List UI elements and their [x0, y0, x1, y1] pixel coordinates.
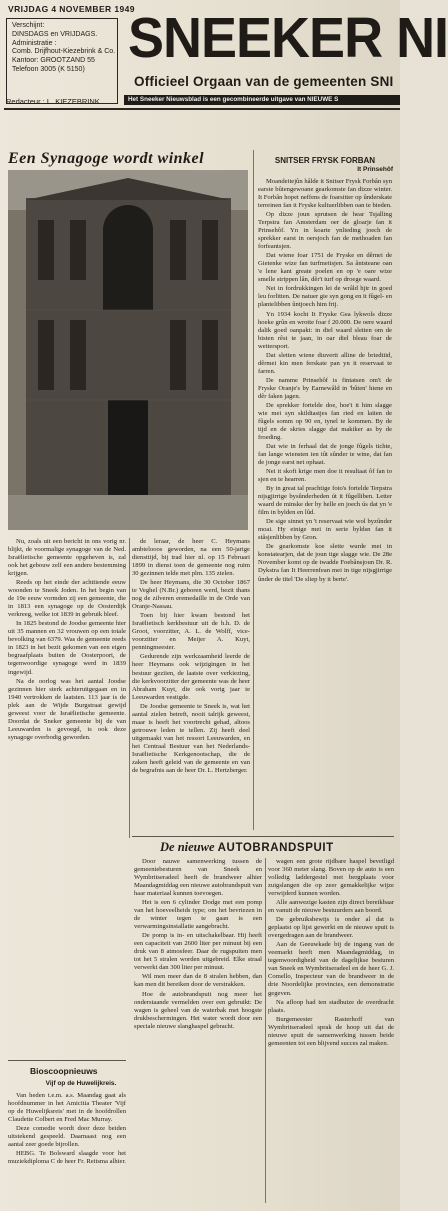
paragraph: Door nauwe samenwerking tussen de gemeentebesturen van Sneek en Wymbritseradeel heeft de brandweer alhier Maandagmiddag een nieuwe autobrandspuit van haar materiaal kunnen toevoegen.: [134, 858, 262, 898]
paragraph: De Joodse gemeente te Sneek is, wat het aantal zielen betreft, nooit talrijk geweest, maar is heeft het voortrecht gehad, altoos getrouwe leden te tellen. Zij heeft deel uitgemaakt van het ressort Leeuwarden, en het Centraal Bestuur van het Nederlands-Israëlietische Kerkgenootschap, die de zaken heeft geleid van de gemeente en van de begrafnis aan de heer Dr. L. Hertzberger.: [132, 702, 250, 774]
paragraph: Deze comedie wordt door deze beiden uitstekend gespeeld. Daarnaast nog een aantal zeer goede bijrollen.: [8, 1125, 126, 1149]
paragraph: Op dizze joun sprutsen de hear Tsjalling Terpstra fan Amsterdam oer de gloarje fan it Prinsehôf. Yn in koarte ynlieding joech de sprekker earst in oersjoch fan de methoaden fan forfeantsjen.: [258, 211, 392, 251]
paragraph: Dat wiene foar 1751 de Fryske en dêrnei de Gietenke wize fan turfmeitsjen. Sa ântsteane oan 'e lene kant greate poelen en op 'e oare wize smelle strippen lân, dêr't turf op droege waard.: [258, 252, 392, 284]
paragraph: In 1825 bestond de Joodse gemeente hier uit 35 mannen en 32 vrouwen op een totale bevolking van 6379. Was de gemeente reeds in 1823 in het bezit gekomen van een eigen begraafplaats buiten de Oosterpoort, de tegenwoordige synagoge werd in 1839 ingewijd.: [8, 620, 126, 676]
paragraph: De sige sinnet yn 't reservaat wie wol byzûnder moai. Hy einige mei in serie byldsn fan it stâsjenlibben by Gron.: [258, 518, 392, 542]
info-line: Verschijnt:: [12, 22, 45, 29]
column-rule: [129, 538, 130, 838]
paragraph: Na de oorlog was het aantal Joodse gezinnen hier sterk achteruitgegaan en in 1940 vertrokken de laatsten. 113 jaar is de plek aan de Wijde Burgstraat gewijd geweest voor de Israëlietische gemeente. Doordat de Sneker gemeente bij de van Leeuwarden is gevoegd, is ook deze synagoge overbodig geworden.: [8, 677, 126, 741]
masthead: SNEEKER NI: [128, 6, 448, 70]
issue-date: VRIJDAG 4 NOVEMBER 1949: [8, 4, 135, 14]
paragraph: De gebruiksbewijs is onder al dat is geplaatst op lijst gewerkt en de nieuwe spuit is overgedragen aan de brandweer.: [268, 916, 394, 940]
masthead-subtitle: Officieel Orgaan van de gemeenten SNI: [134, 74, 394, 89]
paragraph: Dat wie in ferhaal dat de jonge fûgels tichte, fan lange wiensten ien tût sûnder te wine, dat fan de jonge earst net ophaat.: [258, 443, 392, 467]
synagogue-column-2: [132, 538, 250, 833]
paragraph: Wil men meer dan de 8 stralen hebben, dan kan men dit bereiken door de verstrakken.: [134, 973, 262, 989]
column-rule: [253, 150, 254, 830]
section-rule: [132, 836, 394, 837]
paragraph: Nei in fordrukkingen lei de wrâld hjir in goed leu forlitten. De natuer gie syn gong en it fûgel- en plantelibben ûntjoech him frij.: [258, 285, 392, 309]
headline-script: De nieuwe: [160, 840, 215, 854]
paragraph: Nu, zoals uit een bericht in ons vorig nr. blijkt, de voormalige synagoge van de Ned. Israëlietische gemeente opgeheven is, zal ook het gebouw zelf een andere bestemming krijgen.: [8, 538, 126, 578]
paragraph: Na afloop had ten stadhuize de overdracht plaats.: [268, 998, 394, 1014]
info-line: Administratie :: [12, 39, 57, 47]
paragraph: wagen een grote rijdbare haspel beveiligd voor 360 meter slang. Boven op de auto is een volledig laddergestel met bergplaats voor zuigslangen die op zeer gemakkelijke wijze verwijderd kunnen worden.: [268, 858, 394, 898]
frisk-article-body: [258, 178, 392, 833]
paragraph: Aan de Geeuwkade bij de ingang van de veemarkt heeft men Maandagmiddag, in tegenwoordigheid van de dagelijkse besturen van Sneek en Wymbritseradeel en de heer G. J. Comello, Inspecteur van de brandweer in de drie Noordelijke provincies, een demonstratie gegeven.: [268, 941, 394, 997]
paragraph: Van heden t.e.m. a.s. Maandag gaat als hoofdnummer in het Amicitia Theater 'Vijf op de Huwelijksreis' met in de hoofdrollen Claudette Colbert en Fred Mac Murray.: [8, 1092, 126, 1124]
paragraph: De namme Prinsehôf is fintatsen om't de Fryske Oranje's by Earnewâld in 'bûten' hiene en dêr faken jagen.: [258, 376, 392, 400]
editor-line: Redacteur : L. KIEZEBRINK: [6, 97, 100, 106]
info-line: Telefoon 3005 (K 5150): [12, 65, 85, 73]
paragraph: Alle aanwezige kasten zijn direct bereikbaar en vanuit de nieuwe bestuurders aan boord.: [268, 899, 394, 915]
paragraph: Dat sletten wiene diuvertt alline de briedtiid, dêrmei kin men ferskate pan yn it reservaat te farren.: [258, 351, 392, 375]
paragraph: HEBG. Te Bolsward slaagde voor het muziekdiploma C de heer Fr. Reitsma alhier.: [8, 1150, 126, 1166]
paragraph: De heer Heymans, die 30 October 1867 te Veghel (N.Br.) geboren werd, bezit thans nog de zilveren eremedaille in de Orde van Oranje-Nassau.: [132, 579, 250, 611]
info-line: DINSDAGS en VRIJDAGS.: [12, 30, 98, 38]
paragraph: Burgemeester Rasterhoff van Wymbritseradeel sprak de hoop uit dat de nieuwe spuit de samenwerking tussen beide gemeenten tot een blijvend succes zal maken.: [268, 1015, 394, 1047]
frisk-heading: SNITSER FRYSK FORBAN: [274, 156, 376, 165]
autobrandspuit-column-1: [134, 858, 262, 1203]
autobrandspuit-headline: [160, 840, 334, 855]
section-rule: [8, 1060, 126, 1061]
info-line: Comb. Drijfhout-Kiezebrink & Co.: [12, 48, 116, 56]
paragraph: Yn 1934 kocht It Fryske Gea lykwols dizze hoeke grûn en wrotte foar f 20.000. De oere waard dalik goed oanpakt: in diel waard sletten om de bisten rêst te jaan, in oar diel bleau foar de wettersport.: [258, 310, 392, 350]
paragraph: De pomp is in- en uitschakelbaar. Hij heeft een capaciteit van 2600 liter per minuut bij een druk van 8 atmosfeer. Daar de rugspuiten men tot het 5 stralen worden uitgebreid. Elke straal verwerkt dan 300 liter per minuut.: [134, 932, 262, 972]
paragraph: Hoe de autobrandspuit nog meer het onderstaande vermelden over een gebruikt: De wagen is geheel van de waterbak met hoogste drukbeschermingen. Het water wordt door een speciale nieuwe slanghaspel gebracht.: [134, 990, 262, 1030]
paragraph: Reeds op het einde der achttiende eeuw woonden te Sneek Joden. In het begin van de 19e eeuw vormden zij een gemeente, die in 1813 een synagoge op de Oosterdijk verkreeg, welke tot 1839 in gebruik bleef.: [8, 579, 126, 619]
bioscoop-heading: Bioscoopnieuws: [30, 1066, 98, 1076]
paragraph: By in great tal prachtige foto's fortelde Terpstra nijsgjirrige bysûnderheden út it fûgelliben. Letter waard de minske der by helle en joech ús dat yn 'e film in bylden en lûd.: [258, 485, 392, 517]
autobrandspuit-column-2: [268, 858, 394, 1203]
synagogue-photo: [8, 170, 248, 530]
frisk-subheading: It Prinsehôf: [357, 166, 393, 173]
publication-info-box: [6, 18, 118, 104]
paragraph: Het is een 6 cylinder Dodge met een pomp van het hoeveelheids type; om het bevriezen in de winter tegen te gaan is een verwarmingsinstallatie aangebracht.: [134, 899, 262, 931]
publisher-bar: Het Sneeker Nieuwsblad is een gecombineerde uitgave van NIEUWE S: [124, 95, 400, 105]
paragraph: Nei it skoft krige men doe it resultaat ôf fan to sjen en te hearren.: [258, 468, 392, 484]
paragraph: De gearkomste koe slette wurde mei in konstatearjen, dat de joun tige slagge wie. De 28e November komt op de twadde Foebânsjoun Dr. R. Dykstra fan It Heerrenfean mei in tige nijsgjirrige ûnder de titel 'De sliep by it berte'.: [258, 543, 392, 583]
paragraph: Moandeitejûn hâlde it Snitser Frysk Forbân syn earste bûtengewoane gearkomste fan dizze winter. It Forbân hopet neffens de foarsitter op ûnderskate terreinen fan it Fryske kultuerlibben oan te bieden.: [258, 178, 392, 210]
synagogue-column-1: [8, 538, 126, 1128]
headline-caps: AUTOBRANDSPUIT: [217, 842, 334, 854]
paragraph: de leraar, de heer C. Heymans ambtelooos geworden, na een 50-jarige diensttijd, bij trad hier nl. op 15 Februari 1899 in dienst toen de gemeente nog ruim 30 gezinnen telde met plm. 135 zielen.: [132, 538, 250, 578]
column-rule: [265, 858, 266, 1203]
paragraph: Toen bij hier kwam bestond het Israëlietisch kerkbestuur uit de h.h. D. de Groot, voorzitter, A. L. de Wolff, vice-voorzitter en Meijer A. Kuyt, penningmeester.: [132, 612, 250, 652]
paragraph: Gedurende zijn werkzaamheid leerde de heer Heymans ook wijzigingen in het bestuur geziien, de laatste over verkiezing, die kerkvoorzitter der gemeente was de heer Abraham Kuyt, die ook vorig jaar te Leeuwarden vestigde.: [132, 653, 250, 701]
bioscoop-subheading: Vijf op de Huwelijkreis.: [45, 1080, 117, 1087]
header-rule: [4, 108, 400, 110]
bioscoop-body: [8, 1092, 126, 1207]
info-line: Kantoor: GROOTZAND 55: [12, 57, 95, 64]
paragraph: De sprekker fortelde doe, hoe't it him slagge wie mei syn skildtastjes fan ried en laiten de fûgels somm op 90 en, tynel te kommen. By de tijd en de skries slagge dat makiker as by de froeding.: [258, 401, 392, 441]
synagogue-headline: Een Synagoge wordt winkel: [8, 150, 205, 167]
synagogue-building-image: [8, 170, 248, 530]
